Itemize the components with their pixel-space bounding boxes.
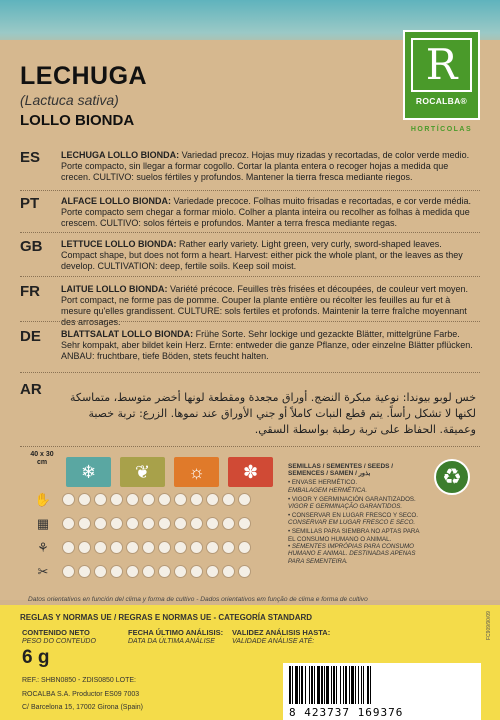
arabic-text: خس لوبو بيوندا: نوعية مبكرة النضج. أوراق مجعدة ومقطعة لونها أخضر متوسط، متماسكة لكنها لا تشكل رأساً. يتم قطع النبات كاملاً أو جني الأوراق عند نموها. الزرع: تربة خصبة وعميقة. الحفاظ على تربة رطبة بواسطة السقي.	[69, 391, 476, 436]
sowing-icon: ✋	[34, 492, 52, 507]
season-summer	[174, 457, 219, 487]
divider	[20, 276, 480, 277]
divider	[20, 321, 480, 322]
reference-lot: REF.: SHBN0850 - ZDIS0850 LOTE:	[22, 677, 136, 684]
address: C/ Barcelona 15, 17002 Girona (Spain)	[22, 704, 144, 711]
product-header	[20, 62, 147, 129]
legend-item: • VIGOR Y GERMINACIÓN GARANTIZADOS. VIGOR E GERMINAÇÃO GARANTIDOS.	[288, 495, 416, 511]
lang-text: ALFACE LOLLO BIONDA: Variedade precoce. Folhas muito frisadas e recortadas, e cor verde média. Porte compacto sem chegar a formar miolo. Colher a planta inteira ou recolher as folhas à medida que crescem. CULTIVO: solos férteis e profundos. Manter a terra fresca mediante regas.	[61, 196, 471, 228]
legend-header: SEMILLAS / SEMENTES / SEEDS / SEMENCES / SAMEN / بذور	[288, 463, 394, 478]
net-content-label: CONTENIDO NETO PESO DO CONTEÚDO	[22, 628, 96, 645]
legend-item: • CONSERVAR EN LUGAR FRESCO Y SECO. CONSERVAR EM LUGAR FRESCO E SECO.	[288, 511, 418, 527]
orientative-note: Datos orientativos en función del clima y forma de cultivo - Dados orientativos em função de clima e forma de cultivo	[28, 596, 368, 603]
barcode-number: 8 423737 169376	[289, 706, 404, 719]
season-spring	[120, 457, 165, 487]
lang-code: DE	[20, 328, 41, 345]
autumn-leaf-icon: ✽	[242, 462, 259, 482]
calendar-row-sowing	[62, 493, 251, 506]
logo-r-mark-icon: R	[411, 38, 472, 92]
producer: ROCALBA S.A. Productor ES09 7003	[22, 691, 140, 698]
barcode	[283, 663, 481, 720]
divider	[20, 232, 480, 233]
divider	[20, 372, 480, 373]
last-analysis-label: FECHA ÚLTIMO ANÁLISIS: DATA DA ÚLTIMA ANÁLISE	[128, 628, 224, 645]
lang-text: BLATTSALAT LOLLO BIONDA: Frühe Sorte. Sehr lockige und gezackte Blätter, mittelgrüne Farbe. Sehr kompakt, aber bildet kein Herz. Ernte: entweder die ganze Pflanze, oder einzelne Blätter pflücken. ANBAU: fruchtbare, tiefe Böden, stets feucht halten.	[61, 329, 473, 361]
legend-item: • SEMILLAS PARA SIEMBRA NO APTAS PARA EL CONSUMO HUMANO O ANIMAL. • SEMENTES IMPRÓPIAS PARA CONSUMO HUMANO E ANIMAL. DESTINADAS APENAS PARA SEMENTEIRA.	[288, 528, 420, 565]
sun-icon: ☼	[188, 462, 205, 482]
lang-text: LAITUE LOLLO BIONDA: Variété précoce. Feuilles très frisées et découpées, de couleur vert moyen. Port compact, ne forme pas de pomme. Couper la plante entière ou récolter les feuilles au fur et à mesure qu'elles grandissent. CULTURE: sols fertiles et profonds. Maintenir la terre fraîche moyennant des arrosages.	[61, 284, 468, 327]
season-autumn	[228, 457, 273, 487]
lang-code: FR	[20, 283, 40, 300]
seedbed-icon: ▦	[36, 516, 50, 531]
lang-code: ES	[20, 149, 41, 166]
variety-name: LOLLO BIONDA	[20, 112, 135, 129]
logo-subtitle: HORTÍCOLAS	[410, 126, 473, 133]
transplant-icon: ⚘	[37, 540, 49, 555]
latin-name: (Lactuca sativa)	[20, 92, 119, 108]
validity-label: VALIDEZ ANÁLISIS HASTA: VALIDADE ANÁLISE ATÉ:	[232, 628, 331, 645]
plant-spacing: 40 x 30 cm	[30, 451, 54, 466]
legend-item: • ENVASE HERMÉTICO. EMBALAGEM HERMÉTICA.	[288, 479, 368, 494]
net-weight: 6 g	[22, 647, 50, 668]
snowflake-icon: ❄	[80, 462, 97, 482]
lang-text: LETTUCE LOLLO BIONDA: Rather early variety. Light green, very curly, sword-shaped leaves. Compact shape, but does not form a heart. Harvest: either pick the whole plant, or the leaves as they develop. CULTIVATION: deep, fertile soils. Keep soil moist.	[61, 239, 463, 271]
lang-code: PT	[20, 195, 40, 212]
product-title: LECHUGA	[20, 62, 148, 90]
green-dot-recycle-icon: ♻	[434, 459, 470, 495]
eu-rules: REGLAS Y NORMAS UE / REGRAS E NORMAS UE - CATEGORÍA STANDARD	[20, 613, 313, 622]
lang-code: AR	[20, 381, 42, 398]
divider	[20, 446, 480, 447]
lang-text: LECHUGA LOLLO BIONDA: Variedad precoz. Hojas muy rizadas y recortadas, de color verde medio. Porte compacto, sin llegar a formar cogollo. Cortar la planta entera o recoger hojas a medida que crecen. CULTIVO: suelos fértiles y profundos. Mantener la tierra fresca mediante riegos.	[61, 150, 470, 182]
seed-legend	[288, 463, 428, 567]
calendar-row-seedbed	[62, 517, 251, 530]
leaf-icon: ❦	[134, 462, 151, 482]
harvest-icon: ✂	[37, 564, 49, 579]
vertical-code: FC909/90/09	[486, 611, 492, 640]
lang-code: GB	[20, 238, 43, 255]
calendar-row-transplant	[62, 541, 251, 554]
barcode-lines	[289, 666, 475, 704]
rocalba-logo	[403, 30, 480, 120]
season-winter	[66, 457, 111, 487]
logo-brand: ROCALBA®	[415, 96, 468, 106]
divider	[20, 190, 480, 191]
calendar-row-harvest	[62, 565, 251, 578]
